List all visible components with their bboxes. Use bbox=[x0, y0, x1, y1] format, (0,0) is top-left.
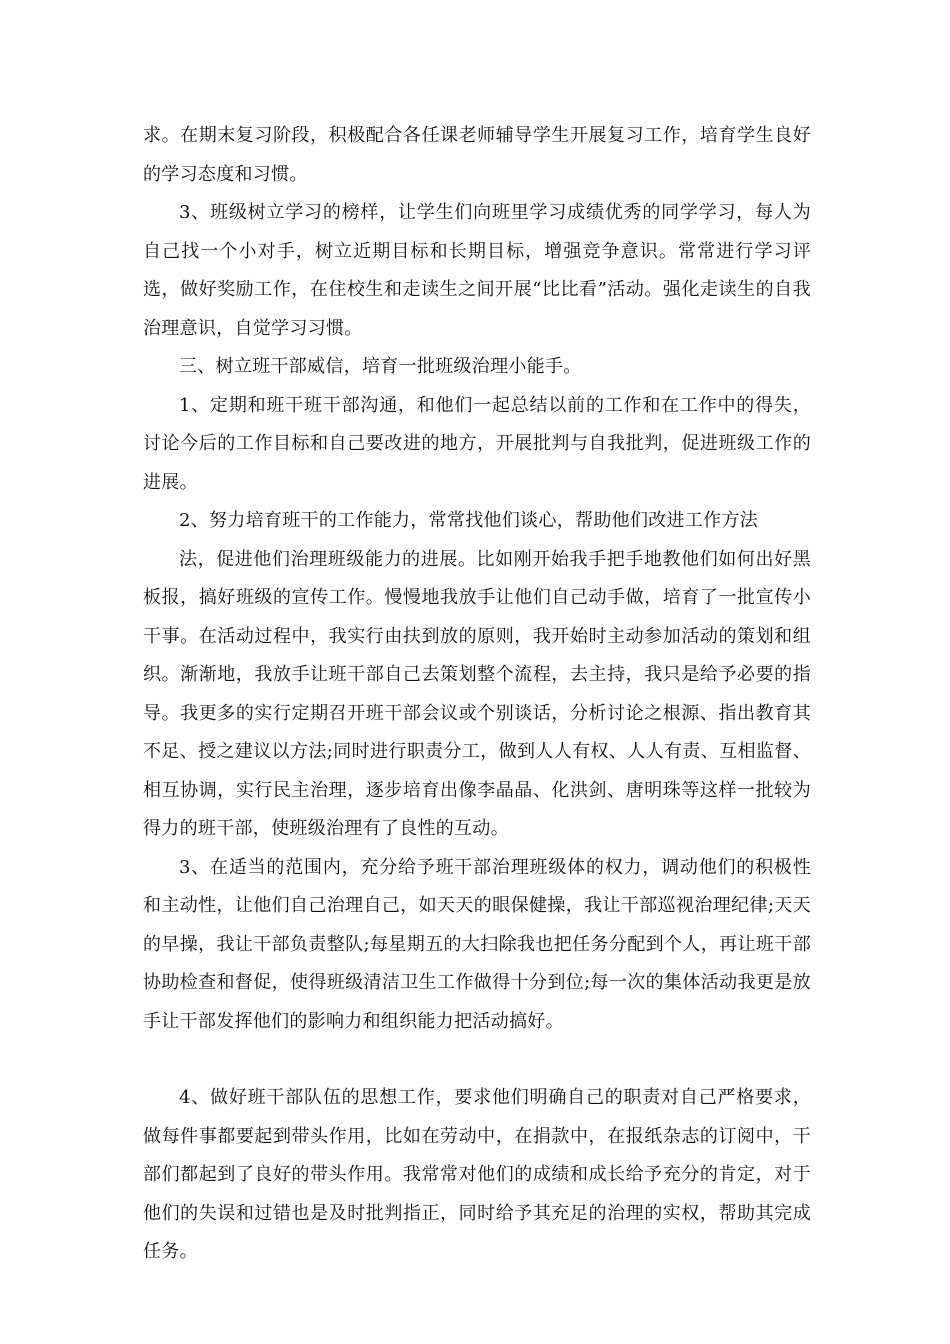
paragraph-1: 求。在期末复习阶段，积极配合各任课老师辅导学生开展复习工作，培育学生良好的学习态度和习惯。 bbox=[143, 125, 811, 185]
section-heading: 三、树立班干部威信，培育一批班级治理小能手。 bbox=[179, 356, 582, 377]
document-body bbox=[143, 117, 811, 1272]
paragraph-5: 2、努力培育班干的工作能力，常常找他们谈心，帮助他们改进工作方法 bbox=[179, 510, 759, 531]
paragraph-4: 1、定期和班干班干部沟通，和他们一起总结以前的工作和在工作中的得失，讨论今后的工作目标和自己要改进的地方，开展批判与自我批判，促进班级工作的进展。 bbox=[143, 394, 811, 493]
paragraph-8: 4、做好班干部队伍的思想工作，要求他们明确自己的职责对自己严格要求，做每件事都要起到带头作用，比如在劳动中，在捐款中，在报纸杂志的订阅中，干部们都起到了良好的带头作用。我常常对他们的成绩和成长给予充分的肯定，对于他们的失误和过错也是及时批判指正，同时给予其充足的治理的实权，帮助其完成任务。 bbox=[143, 1087, 811, 1262]
paragraph-2: 3、班级树立学习的榜样，让学生们向班里学习成绩优秀的同学学习，每人为自己找一个小对手，树立近期目标和长期目标，增强竞争意识。常常进行学习评选，做好奖励工作，在住校生和走读生之间开展“比比看”活动。强化走读生的自我治理意识，自觉学习习惯。 bbox=[143, 202, 811, 339]
paragraph-7: 3、在适当的范围内，充分给予班干部治理班级体的权力，调动他们的积极性和主动性，让他们自己治理自己，如天天的眼保健操，我让干部巡视治理纪律;天天的早操，我让干部负责整队;每星期五的大扫除我也把任务分配到个人，再让班干部协助检查和督促，使得班级清洁卫生工作做得十分到位;每一次的集体活动我更是放手让干部发挥他们的影响力和组织能力把活动搞好。 bbox=[143, 856, 811, 1032]
paragraph-gap bbox=[143, 1041, 811, 1079]
paragraph-6: 法，促进他们治理班级能力的进展。比如刚开始我手把手地教他们如何出好黑板报，搞好班级的宣传工作。慢慢地我放手让他们自己动手做，培育了一批宣传小干事。在活动过程中，我实行由扶到放的原则，我开始时主动参加活动的策划和组织。渐渐地，我放手让班干部自己去策划整个流程，去主持，我只是给予必要的指导。我更多的实行定期召开班干部会议或个别谈话，分析讨论之根源、指出教育其不足、授之建议以方法;同时进行职责分工，做到人人有权、人人有责、互相监督、相互协调，实行民主治理，逐步培育出像李晶晶、化洪剑、唐明珠等这样一批较为得力的班干部，使班级治理有了良性的互动。 bbox=[143, 548, 811, 839]
